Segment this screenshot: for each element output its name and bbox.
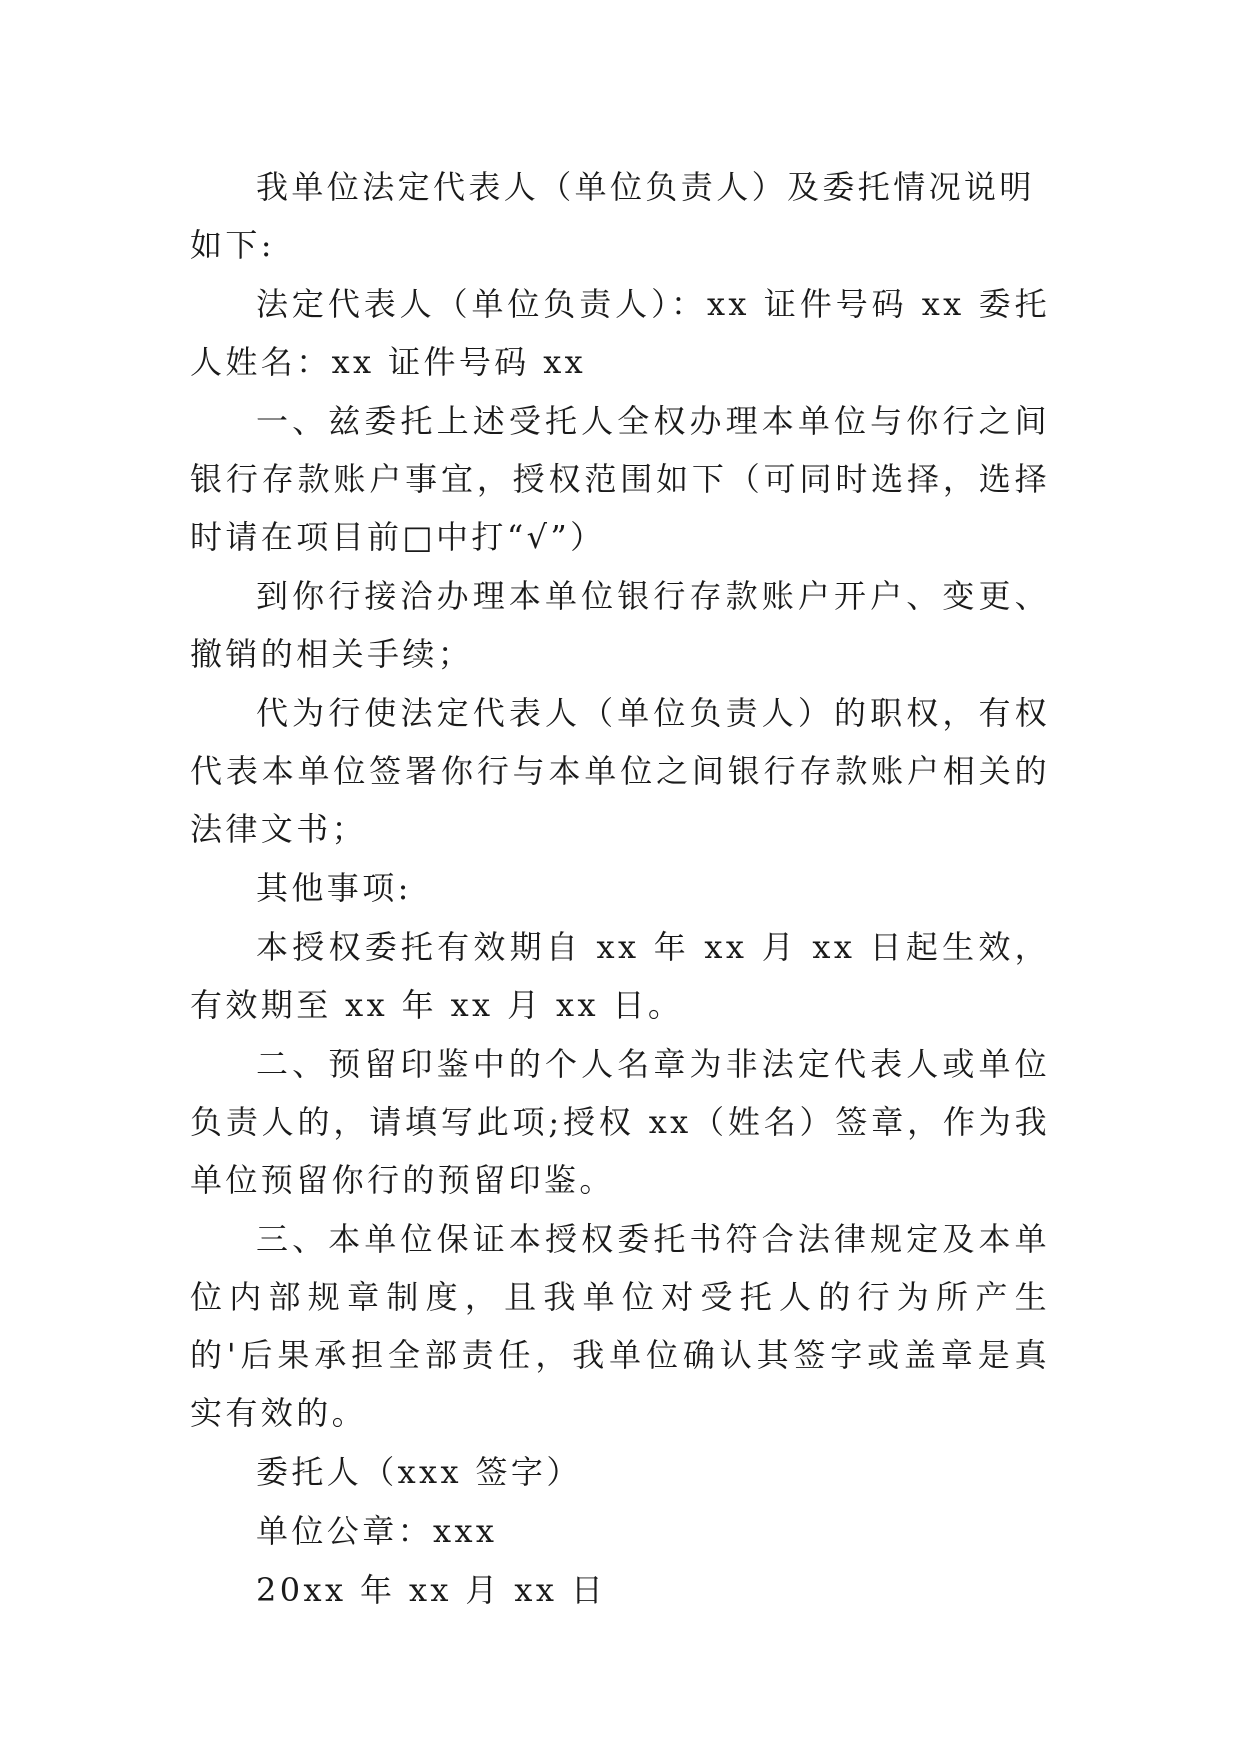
clause-three-paragraph: 三、本单位保证本授权委托书符合法律规定及本单位内部规章制度，且我单位对受托人的行为所产生的'后果承担全部责任，我单位确认其签字或盖章是真实有效的。 bbox=[190, 1220, 1050, 1432]
validity-paragraph: 本授权委托有效期自 xx 年 xx 月 xx 日起生效，有效期至 xx 年 xx 月 xx 日。 bbox=[190, 928, 1050, 1024]
signature-date-line: 20xx 年 xx 月 xx 日 bbox=[256, 1571, 607, 1609]
legal-rep-paragraph: 法定代表人（单位负责人）：xx 证件号码 xx 委托人姓名：xx 证件号码 xx bbox=[190, 285, 1050, 381]
intro-paragraph: 我单位法定代表人（单位负责人）及委托情况说明如下: bbox=[190, 168, 1035, 264]
document-page bbox=[190, 158, 1050, 1620]
company-seal-line: 单位公章：xxx bbox=[256, 1512, 498, 1550]
scope-item-account-procedures: 到你行接洽办理本单位银行存款账户开户、变更、撤销的相关手续； bbox=[190, 577, 1050, 673]
scope-item-other: 其他事项: bbox=[256, 869, 412, 907]
clause-two-paragraph: 二、预留印鉴中的个人名章为非法定代表人或单位负责人的，请填写此项;授权 xx（姓名）签章，作为我单位预留你行的预留印鉴。 bbox=[190, 1045, 1050, 1199]
scope-item-sign-documents: 代为行使法定代表人（单位负责人）的职权，有权代表本单位签署你行与本单位之间银行存款账户相关的法律文书； bbox=[190, 694, 1050, 848]
principal-signature-line: 委托人（xxx 签字） bbox=[256, 1453, 582, 1491]
clause-one-paragraph: 一、兹委托上述受托人全权办理本单位与你行之间银行存款账户事宜，授权范围如下（可同时选择，选择时请在项目前□中打“√”） bbox=[190, 402, 1050, 556]
